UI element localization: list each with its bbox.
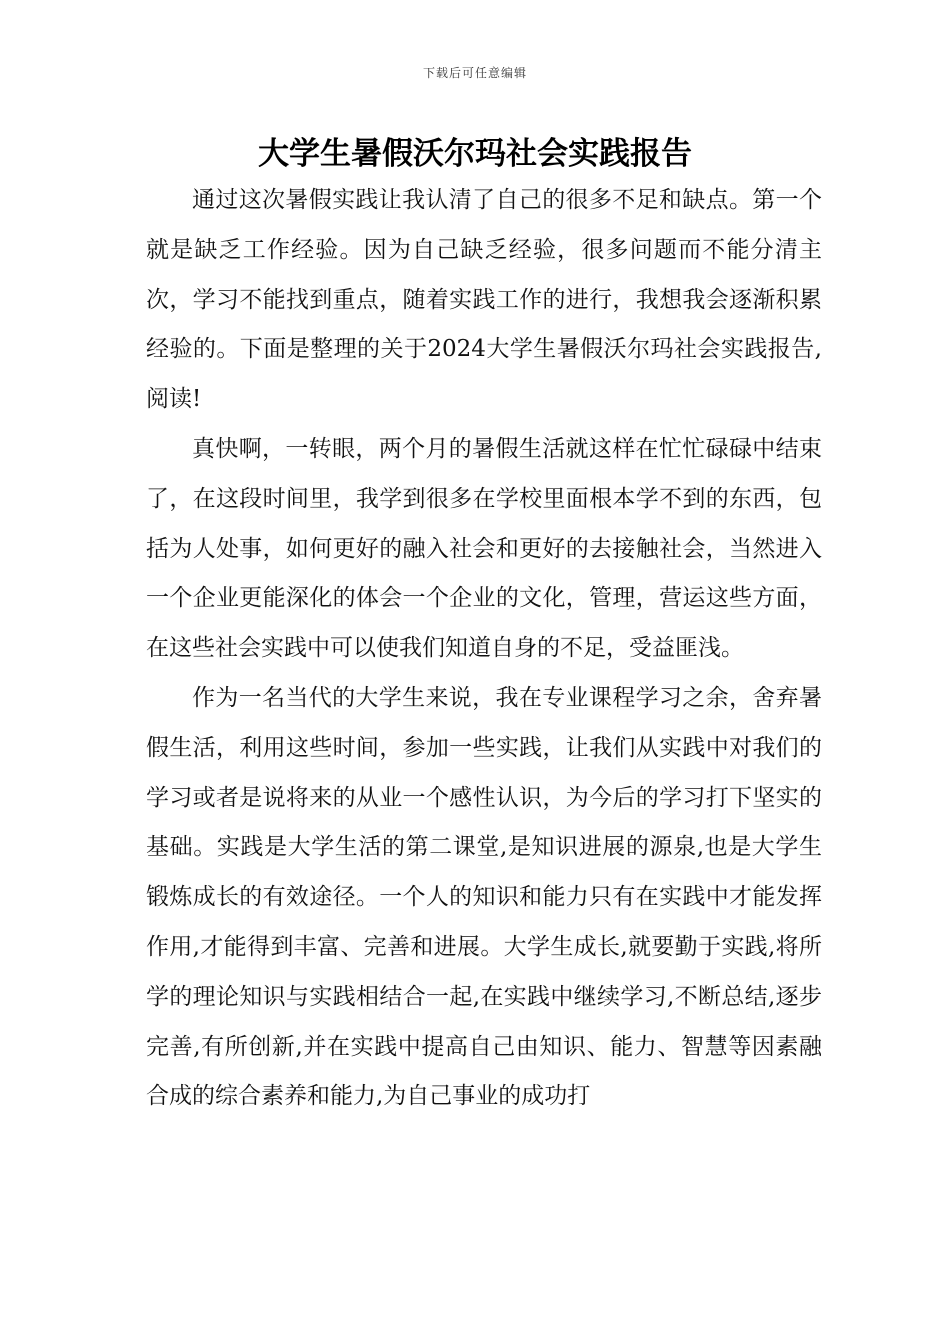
paragraph-3: 作为一名当代的大学生来说，我在专业课程学习之余，舍弃暑假生活，利用这些时间，参加一些实践，让我们从实践中对我们的学习或者是说将来的从业一个感性认识，为今后的学习打下坚实的基础。实践是大学生活的第二课堂,是知识进展的源泉,也是大学生锻炼成长的有效途径。一个人的知识和能力只有在实践中才能发挥作用,才能得到丰富、完善和进展。大学生成长,就要勤于实践,将所学的理论知识与实践相结合一起,在实践中继续学习,不断总结,逐步完善,有所创新,并在实践中提高自己由知识、能力、智慧等因素融合成的综合素养和能力,为自己事业的成功打 (146, 684, 822, 1110)
document-title: 大学生暑假沃尔玛社会实践报告 (258, 136, 692, 172)
paragraph-1: 通过这次暑假实践让我认清了自己的很多不足和缺点。第一个就是缺乏工作经验。因为自己缺乏经验，很多问题而不能分清主次，学习不能找到重点，随着实践工作的进行，我想我会逐渐积累经验的。下面是整理的关于2024大学生暑假沃尔玛社会实践报告,阅读! (146, 187, 822, 413)
paragraph-2: 真快啊，一转眼，两个月的暑假生活就这样在忙忙碌碌中结束了，在这段时间里，我学到很多在学校里面根本学不到的东西，包括为人处事，如何更好的融入社会和更好的去接触社会，当然进入一个企业更能深化的体会一个企业的文化，管理，营运这些方面，在这些社会实践中可以使我们知道自身的不足，受益匪浅。 (146, 435, 822, 662)
header-note: 下载后可任意编辑 (422, 66, 527, 80)
document-body (146, 176, 822, 1122)
